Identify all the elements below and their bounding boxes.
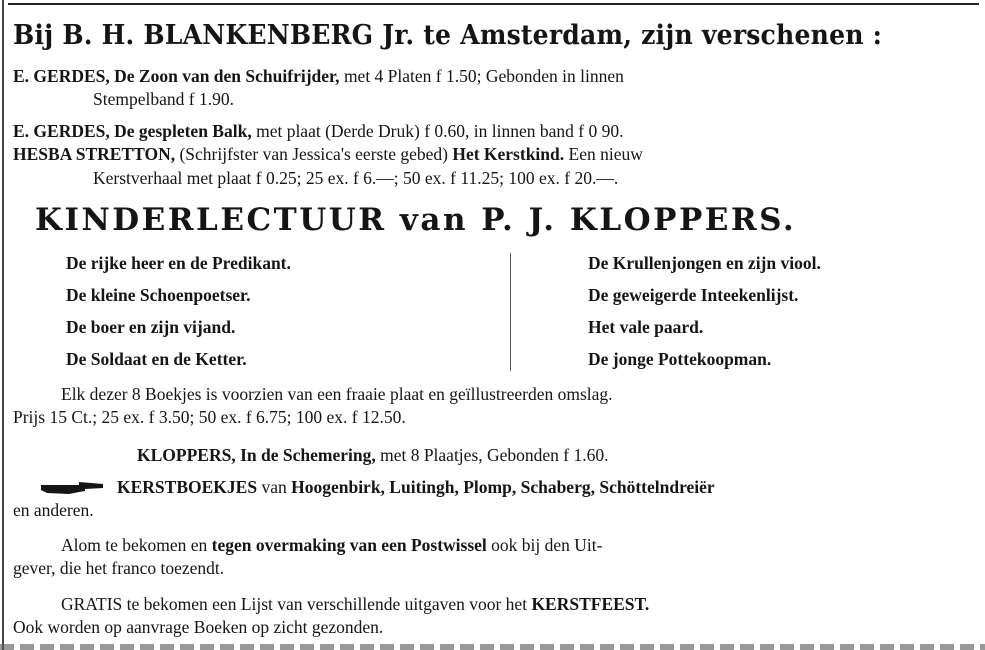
- book-list-item: De kleine Schoenpoetser.: [66, 285, 251, 305]
- entry-alom: [61, 537, 602, 555]
- entry-title: KLOPPERS, In de Schemering,: [137, 445, 376, 465]
- left-border-rule: [2, 0, 4, 650]
- price-note: Elk dezer 8 Boekjes is voorzien van een fraaie plaat en geïllustreerden omslag.: [61, 384, 613, 404]
- book-list-item: De Soldaat en de Ketter.: [66, 349, 247, 369]
- book-list-item: De rijke heer en de Predikant.: [66, 253, 291, 273]
- entry-authors: Hoogenbirk, Luitingh, Plomp, Schaberg, Schöttelndreiër: [291, 476, 715, 497]
- entry-gerdes-zoon: [13, 68, 624, 86]
- entry-continuation: gever, die het franco toezendt.: [13, 558, 225, 578]
- advertisement-header: Bij B. H. BLANKENBERG Jr. te Amsterdam, zijn verschenen :: [13, 20, 883, 51]
- book-list-item: De jonge Pottekoopman.: [588, 349, 772, 369]
- book-list-item: De Krullenjongen en zijn viool.: [588, 253, 821, 273]
- entry-text: met 8 Plaatjes, Gebonden f 1.60.: [375, 445, 609, 465]
- entry-text: met 4 Platen f 1.50; Gebonden in linnen: [339, 66, 624, 86]
- entry-title: E. GERDES, De Zoon van den Schuifrijder,: [13, 66, 340, 86]
- entry-continuation: en anderen.: [13, 500, 94, 520]
- entry-title: KERSTBOEKJES: [117, 476, 258, 497]
- entry-stretton: [13, 146, 643, 164]
- entry-continuation: Ook worden op aanvrage Boeken op zicht gezonden.: [13, 617, 384, 637]
- entry-text: (Schrijfster van Jessica's eerste gebed): [175, 144, 453, 164]
- entry-text: van: [257, 476, 292, 497]
- pointing-hand-icon: [39, 478, 107, 500]
- entry-title: E. GERDES, De gespleten Balk,: [13, 121, 252, 141]
- book-list-item: Het vale paard.: [588, 317, 704, 337]
- entry-continuation: Kerstverhaal met plaat f 0.25; 25 ex. f 6.—; 50 ex. f 11.25; 100 ex. f 20.—.: [93, 168, 619, 188]
- entry-text: GRATIS te bekomen een Lijst van verschillende uitgaven voor het: [61, 594, 532, 614]
- entry-gerdes-balk: [13, 123, 623, 141]
- bottom-cut-text-fragment: [0, 644, 985, 650]
- entry-kerstboekjes: [39, 478, 715, 500]
- book-list-item: De geweigerde Inteekenlijst.: [588, 285, 799, 305]
- entry-emphasis: tegen overmaking van een Postwissel: [211, 535, 487, 555]
- column-divider: [510, 253, 511, 371]
- price-list: Prijs 15 Ct.; 25 ex. f 3.50; 50 ex. f 6.75; 100 ex. f 12.50.: [13, 407, 406, 427]
- book-list-item: De boer en zijn vijand.: [66, 317, 236, 337]
- entry-emphasis: KERSTFEEST.: [531, 594, 650, 614]
- entry-gratis: [61, 596, 649, 614]
- entry-text-tail: Een nieuw: [564, 144, 643, 164]
- entry-continuation: Stempelband f 1.90.: [93, 89, 234, 109]
- entry-text: Alom te bekomen en: [61, 535, 212, 555]
- kinderlectuur-title: KINDERLECTUUR van P. J. KLOPPERS.: [35, 202, 797, 238]
- entry-schemering: [137, 447, 609, 465]
- top-border-rule: [8, 3, 979, 5]
- entry-text-tail: ook bij den Uit-: [486, 535, 603, 555]
- entry-text: met plaat (Derde Druk) f 0.60, in linnen band f 0 90.: [251, 121, 624, 141]
- entry-title: HESBA STRETTON,: [13, 144, 176, 164]
- entry-book-title: Het Kerstkind.: [452, 144, 565, 164]
